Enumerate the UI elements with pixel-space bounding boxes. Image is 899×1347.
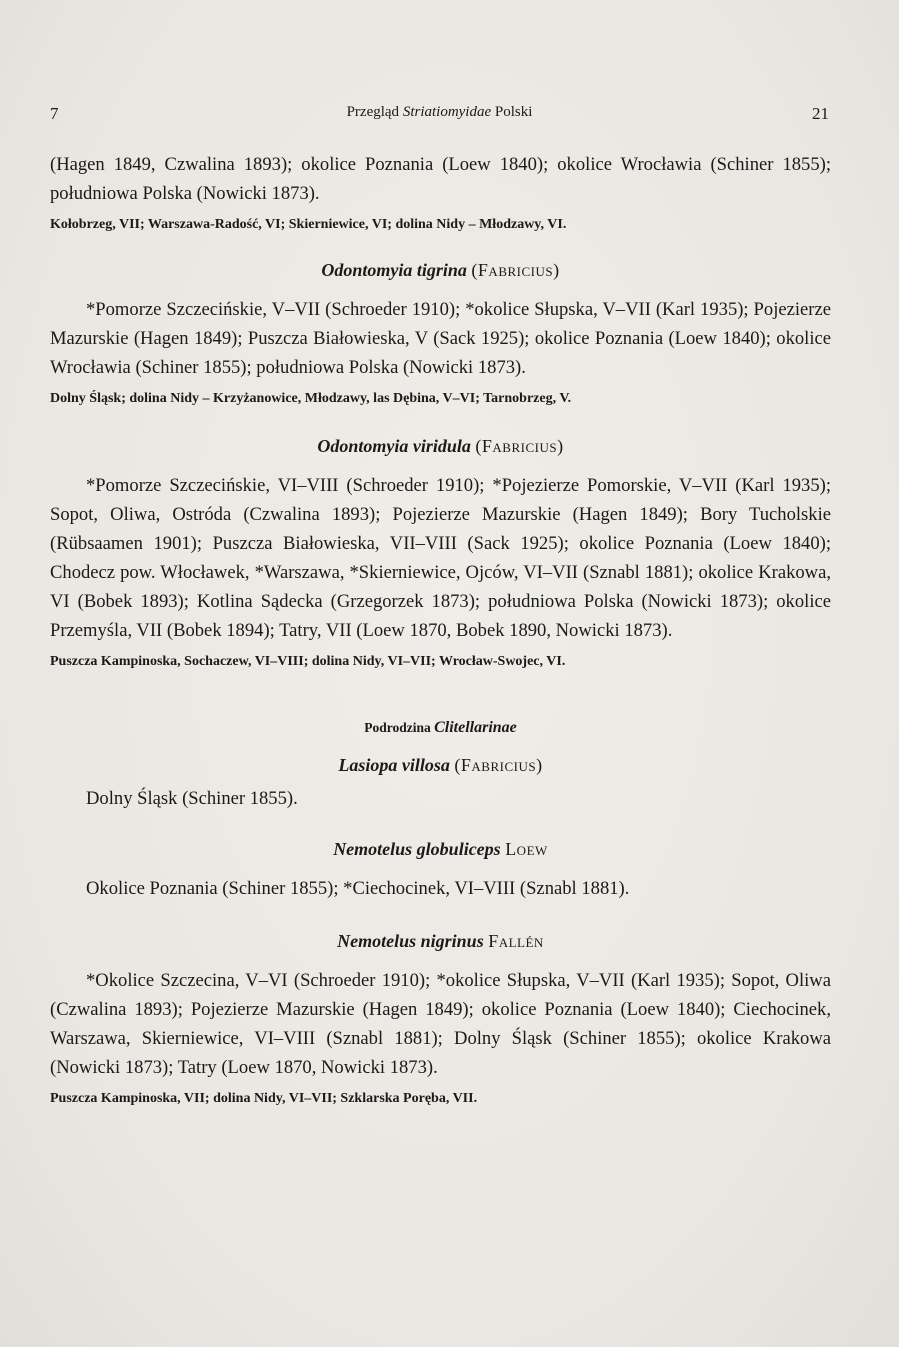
species-heading: Nemotelus nigrinus Fallén — [337, 931, 544, 951]
species-localities: Puszcza Kampinoska, Sochaczew, VI–VIII; dolina Nidy, VI–VII; Wrocław-Swojec, VI. — [50, 654, 566, 669]
species-records: *Okolice Szczecina, V–VI (Schroeder 1910); *okolice Słupska, V–VII (Karl 1935); Sopot, Oliwa (Czwalina 1893); Pojezierze Mazurskie (Hagen 1849); okolice Poznania (Loew 1840); Ciechocinek, Warszawa, Skierniewice, VI–VIII (Sznabl 1881); Dolny Śląsk (Schiner 1855); okolice Krakowa (Nowicki 1873); Tatry (Loew 1870, Nowicki 1873). — [50, 970, 831, 1078]
intro-paragraph: (Hagen 1849, Czwalina 1893); okolice Poznania (Loew 1840); okolice Wrocławia (Schiner 1855); południowa Polska (Nowicki 1873). — [50, 154, 831, 204]
subfamily-heading: Podrodzina Clitellarinae — [364, 719, 517, 736]
species-records: Dolny Śląsk (Schiner 1855). — [86, 788, 298, 809]
species-heading: Odontomyia viridula (Fabricius) — [317, 436, 564, 456]
species-records: *Pomorze Szczecińskie, VI–VIII (Schroeder 1910); *Pojezierze Pomorskie, V–VII (Karl 1935); Sopot, Oliwa, Ostróda (Czwalina 1893); Pojezierze Mazurskie (Hagen 1849); Bory Tucholskie (Rübsaamen 1901); Puszcza Białowieska, VII–VIII (Sack 1925); okolice Poznania (Loew 1840); Chodecz pow. Włocławek, *Warszawa, *Skierniewice, Ojców, VI–VII (Sznabl 1881); okolice Krakowa, VI (Bobek 1893); Kotlina Sądecka (Grzegorzek 1873); południowa Polska (Nowicki 1873); okolice Przemyśla, VII (Bobek 1894); Tatry, VII (Loew 1870, Bobek 1890, Nowicki 1873). — [50, 475, 831, 641]
species-localities: Puszcza Kampinoska, VII; dolina Nidy, VI–VII; Szklarska Poręba, VII. — [50, 1091, 478, 1106]
header-left-number: 7 — [50, 104, 59, 123]
page-body — [50, 150, 831, 1110]
running-header — [50, 104, 829, 132]
species-heading: Nemotelus globuliceps Loew — [333, 839, 548, 859]
species-localities: Dolny Śląsk; dolina Nidy – Krzyżanowice, Młodzawy, las Dębina, V–VI; Tarnobrzeg, V. — [50, 391, 572, 406]
species-records: Okolice Poznania (Schiner 1855); *Ciechocinek, VI–VIII (Sznabl 1881). — [86, 878, 630, 899]
species-heading: Odontomyia tigrina (Fabricius) — [321, 260, 560, 280]
species-heading: Lasiopa villosa (Fabricius) — [338, 755, 543, 775]
header-title: Przegląd Striatiomyidae Polski — [346, 104, 533, 120]
intro-localities: Kołobrzeg, VII; Warszawa-Radość, VI; Skierniewice, VI; dolina Nidy – Młodzawy, VI. — [50, 217, 567, 232]
page-number: 21 — [812, 104, 829, 123]
species-records: *Pomorze Szczecińskie, V–VII (Schroeder 1910); *okolice Słupska, V–VII (Karl 1935); Pojezierze Mazurskie (Hagen 1849); Puszcza Białowieska, V (Sack 1925); okolice Poznania (Loew 1840); okolice Wrocławia (Schiner 1855); południowa Polska (Nowicki 1873). — [50, 299, 831, 378]
